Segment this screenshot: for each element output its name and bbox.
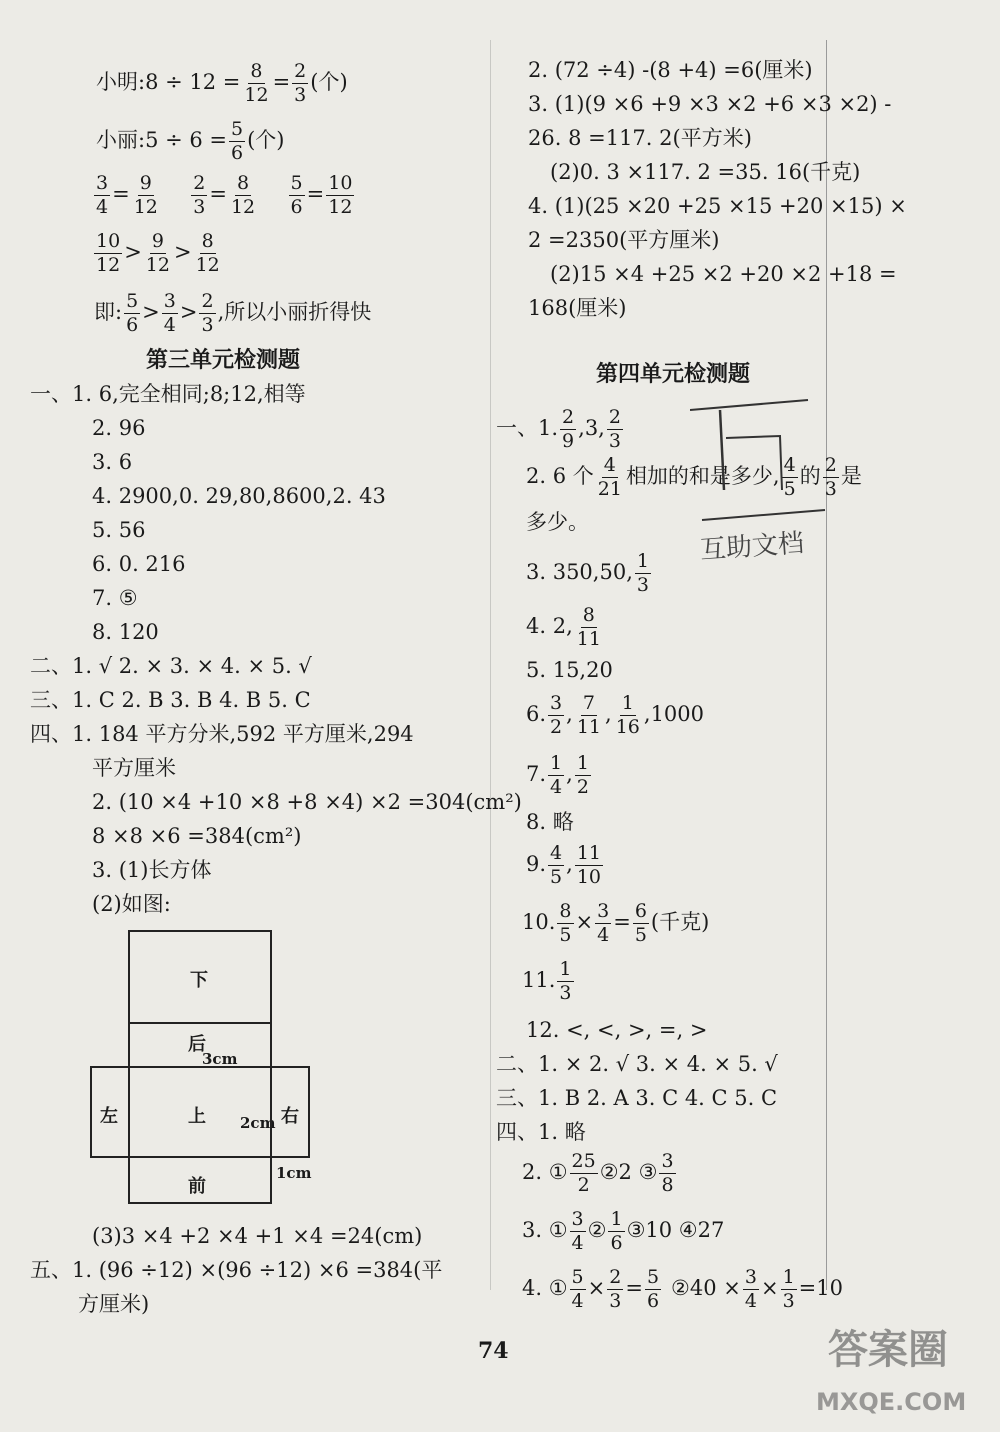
- r-answer-4b: 2 =2350(平方厘米): [528, 228, 720, 252]
- label-right: 右: [281, 1106, 299, 1127]
- fraction: $\frac{3}{4}$: [96, 172, 109, 218]
- logo-text: 答案圈: [828, 1327, 948, 1373]
- r-answer-4d: 168(厘米): [528, 296, 627, 320]
- fraction: $\frac{8}{5}$: [559, 900, 572, 946]
- stamp-watermark: [690, 390, 840, 580]
- fraction: $\frac{1}{2}$: [576, 752, 589, 798]
- fraction: $\frac{3}{2}$: [550, 692, 563, 738]
- fraction: $\frac{9}{12}$: [133, 172, 158, 218]
- fraction: $\frac{2}{3}$: [294, 60, 307, 106]
- u4-q2-cont: 多少。: [526, 510, 589, 534]
- answer-4-1a: 四、1. 184 平方分米,592 平方厘米,294: [30, 722, 414, 746]
- fraction: $\frac{2}{3}$: [609, 1266, 622, 1312]
- answer-5-1b: 方厘米): [78, 1292, 150, 1316]
- line-xiaoming: 小明:8 ÷ 12 = $\frac{8}{12}$ = $\frac{2}{3}$ (个): [96, 60, 348, 106]
- section-title-unit3: 第三单元检测题: [146, 348, 301, 373]
- fraction: $\frac{1}{16}$: [615, 692, 640, 738]
- answer-4-3c: (3)3 ×4 +2 ×4 +1 ×4 =24(cm): [92, 1224, 423, 1248]
- fraction: $\frac{5}{6}$: [646, 1266, 660, 1312]
- answer-4-1b: 平方厘米: [92, 756, 176, 780]
- dimension-2cm: 2cm: [240, 1114, 276, 1132]
- fraction: $\frac{1}{4}$: [550, 752, 563, 798]
- fraction: $\frac{2}{9}$: [562, 406, 575, 452]
- page-number: 74: [478, 1338, 509, 1364]
- u4-answer-4-2: 2. ① $\frac{25}{2}$ ②2 ③ $\frac{3}{8}$: [522, 1150, 674, 1196]
- u4-q5: 5. 15,20: [526, 658, 613, 682]
- fraction: $\frac{1}{3}$: [559, 958, 572, 1004]
- answer-1-6: 6. 0. 216: [92, 552, 186, 576]
- line-conclusion: 即: $\frac{5}{6}$ > $\frac{3}{4}$ > $\frac{2}{3}$ ,所以小丽折得快: [94, 290, 372, 336]
- fraction: $\frac{5}{6}$: [126, 290, 139, 336]
- u4-q11: 11. $\frac{1}{3}$: [522, 958, 572, 1004]
- answer-4-2a: 2. (10 ×4 +10 ×8 +8 ×4) ×2 =304(cm²): [92, 790, 522, 814]
- line-equivalent-fractions: $\frac{3}{4}$ = $\frac{9}{12}$ $\frac{2}{3}$ = $\frac{8}{12}$ $\frac{5}{6}$ = $\frac{10}{12}$: [96, 172, 353, 218]
- answer-4-3a: 3. (1)长方体: [92, 858, 212, 882]
- u4-q8: 8. 略: [526, 810, 574, 834]
- label-left: 左: [100, 1106, 118, 1127]
- r-answer-3a: 3. (1)(9 ×6 +9 ×3 ×2 +6 ×3 ×2) -: [528, 92, 892, 116]
- fraction: $\frac{5}{6}$: [231, 118, 244, 164]
- stamp-text: 互助文档: [699, 528, 805, 566]
- r-answer-4c: (2)15 ×4 +25 ×2 +20 ×2 +18 =: [550, 262, 897, 286]
- fraction: $\frac{3}{4}$: [571, 1208, 584, 1254]
- fraction: $\frac{3}{4}$: [163, 290, 176, 336]
- fraction: $\frac{8}{12}$: [195, 230, 220, 276]
- line-compare: $\frac{10}{12}$ > $\frac{9}{12}$ > $\frac{8}{12}$: [96, 230, 220, 276]
- fraction: $\frac{1}{6}$: [610, 1208, 623, 1254]
- fraction: $\frac{2}{3}$: [193, 172, 206, 218]
- logo-watermark: [810, 1327, 995, 1425]
- fraction: $\frac{1}{3}$: [782, 1266, 795, 1312]
- u4-answer-4-1: 四、1. 略: [496, 1120, 586, 1144]
- u4-q4: 4. 2, $\frac{8}{11}$: [526, 604, 601, 650]
- r-answer-2: 2. (72 ÷4) -(8 +4) =6(厘米): [528, 58, 813, 82]
- answer-4-2b: 8 ×8 ×6 =384(cm²): [92, 824, 302, 848]
- fraction: $\frac{4}{21}$: [597, 454, 622, 500]
- answer-3: 三、1. C 2. B 3. B 4. B 5. C: [30, 688, 311, 712]
- fraction: $\frac{2}{3}$: [201, 290, 214, 336]
- fraction: $\frac{3}{8}$: [661, 1150, 674, 1196]
- u4-answer-4-3: 3. ① $\frac{3}{4}$ ② $\frac{1}{6}$ ③10 ④27: [522, 1208, 725, 1254]
- answer-1-8: 8. 120: [92, 620, 159, 644]
- answer-1-5: 5. 56: [92, 518, 146, 542]
- column-divider: [490, 40, 491, 1290]
- answer-1-4: 4. 2900,0. 29,80,8600,2. 43: [92, 484, 386, 508]
- fraction: $\frac{10}{12}$: [328, 172, 353, 218]
- label-down: 下: [190, 970, 208, 991]
- right-edge-line: [826, 40, 827, 1290]
- fraction: $\frac{4}{5}$: [783, 454, 796, 500]
- fraction: $\frac{9}{12}$: [145, 230, 170, 276]
- fraction: $\frac{25}{2}$: [571, 1150, 596, 1196]
- r-answer-3c: (2)0. 3 ×117. 2 =35. 16(千克): [550, 160, 861, 184]
- answer-1-7: 7. ⑤: [92, 586, 138, 610]
- fraction: $\frac{2}{3}$: [608, 406, 621, 452]
- fraction: $\frac{3}{4}$: [597, 900, 610, 946]
- r-answer-4a: 4. (1)(25 ×20 +25 ×15 +20 ×15) ×: [528, 194, 907, 218]
- u4-answer-2: 二、1. × 2. √ 3. × 4. × 5. √: [496, 1052, 778, 1076]
- fraction: $\frac{5}{6}$: [290, 172, 303, 218]
- fraction: $\frac{3}{4}$: [744, 1266, 757, 1312]
- u4-answer-4-4: 4. ① $\frac{5}{4}$ × $\frac{2}{3}$ = $\frac{5}{6}$ ②40 × $\frac{3}{4}$ × $\frac{1}{3}$ =10: [522, 1266, 843, 1312]
- label-back: 后: [188, 1034, 206, 1055]
- u4-q12: 12. <, <, >, =, >: [526, 1018, 708, 1042]
- r-answer-3b: 26. 8 =117. 2(平方米): [528, 126, 752, 150]
- fraction: $\frac{2}{3}$: [824, 454, 837, 500]
- fraction: $\frac{4}{5}$: [550, 842, 563, 888]
- label-top: 上: [188, 1106, 206, 1127]
- dimension-3cm: 3cm: [202, 1050, 238, 1068]
- u4-q6: 6. $\frac{3}{2}$ , $\frac{7}{11}$ , $\frac{1}{16}$ ,1000: [526, 692, 705, 738]
- fraction: $\frac{8}{12}$: [244, 60, 269, 106]
- fraction: $\frac{10}{12}$: [96, 230, 121, 276]
- u4-q3: 3. 350,50, $\frac{1}{3}$: [526, 550, 649, 596]
- u4-q7: 7. $\frac{1}{4}$ , $\frac{1}{2}$: [526, 752, 589, 798]
- fraction: $\frac{1}{3}$: [636, 550, 649, 596]
- answer-4-3b: (2)如图:: [92, 892, 171, 916]
- answer-1-1: 一、1. 6,完全相同;8;12,相等: [30, 382, 306, 406]
- u4-answer-3: 三、1. B 2. A 3. C 4. C 5. C: [496, 1086, 778, 1110]
- u4-q9: 9. $\frac{4}{5}$ , $\frac{11}{10}$: [526, 842, 602, 888]
- u4-q10: 10. $\frac{8}{5}$ × $\frac{3}{4}$ = $\frac{6}{5}$ (千克): [522, 900, 710, 946]
- u4-q1: 一、1. $\frac{2}{9}$ ,3, $\frac{2}{3}$: [496, 406, 621, 452]
- section-title-unit4: 第四单元检测题: [596, 362, 751, 387]
- fraction: $\frac{8}{12}$: [230, 172, 256, 218]
- label-front: 前: [188, 1176, 206, 1197]
- fraction: $\frac{5}{4}$: [571, 1266, 584, 1312]
- fraction: $\frac{7}{11}$: [576, 692, 602, 738]
- fraction: $\frac{8}{11}$: [576, 604, 601, 650]
- answer-1-3: 3. 6: [92, 450, 133, 474]
- u4-q2: 2. 6 个 $\frac{4}{21}$ 相加的和是多少, $\frac{4}{5}$ 的 $\frac{2}{3}$ 是: [526, 454, 862, 500]
- answer-2: 二、1. √ 2. × 3. × 4. × 5. √: [30, 654, 312, 678]
- fraction: $\frac{6}{5}$: [634, 900, 647, 946]
- logo-url: MXQE.COM: [816, 1388, 967, 1416]
- answer-5-1a: 五、1. (96 ÷12) ×(96 ÷12) ×6 =384(平: [30, 1258, 443, 1282]
- answer-1-2: 2. 96: [92, 416, 146, 440]
- fraction: $\frac{11}{10}$: [576, 842, 602, 888]
- dimension-1cm: 1cm: [276, 1164, 312, 1182]
- line-xiaoli: 小丽:5 ÷ 6 = $\frac{5}{6}$ (个): [96, 118, 285, 164]
